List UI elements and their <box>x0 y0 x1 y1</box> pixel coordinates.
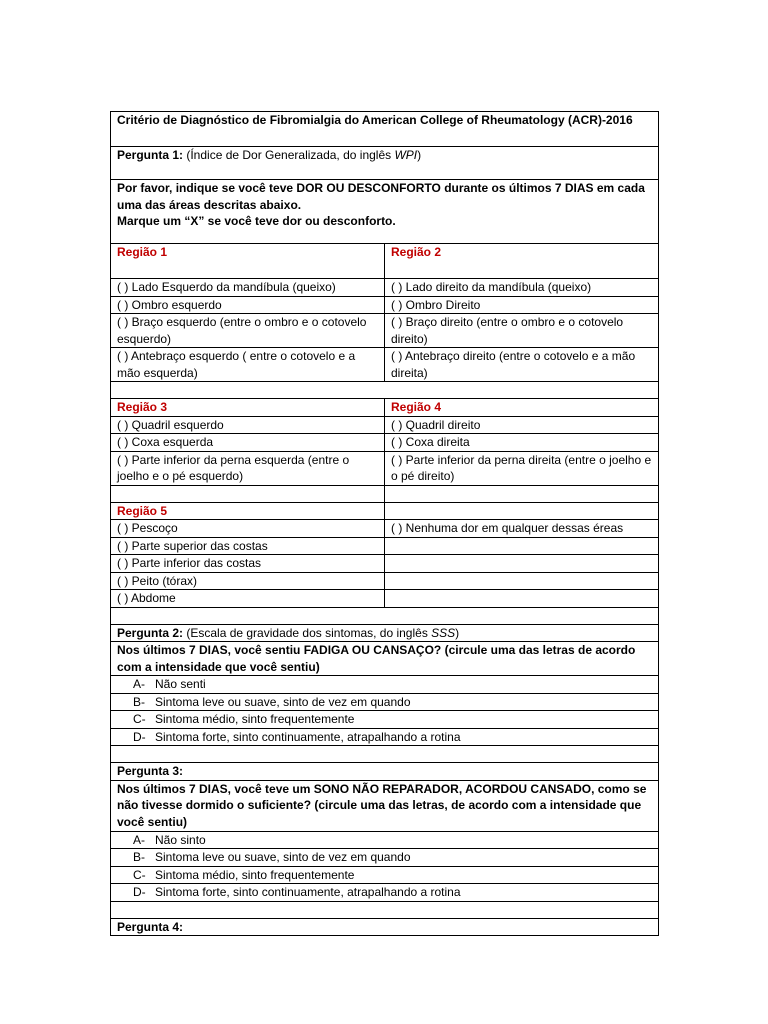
option-letter: B- <box>133 850 145 864</box>
answer-option-b[interactable] <box>111 693 659 711</box>
questionnaire-table <box>110 111 659 936</box>
answer-option-d[interactable] <box>111 728 659 746</box>
body-area-option[interactable]: ( ) Lado direito da mandíbula (queixo) <box>385 279 659 297</box>
body-area-option[interactable]: ( ) Parte inferior da perna direita (entre o joelho e o pé direito) <box>385 451 659 485</box>
body-area-option[interactable]: ( ) Peito (tórax) <box>111 572 385 590</box>
option-text: Não sinto <box>155 832 206 847</box>
question-2-text: Nos últimos 7 DIAS, você sentiu FADIGA OU CANSAÇO? (circule uma das letras de acordo com a intensidade que você sentiu) <box>111 642 659 676</box>
document-title: Critério de Diagnóstico de Fibromialgia do American College of Rheumatology (ACR)-2016 <box>111 112 659 147</box>
question-2-desc: (Escala de gravidade dos sintomas, do inglês <box>183 625 432 640</box>
spacer-row <box>111 382 659 399</box>
question-2-abbr: SSS <box>431 625 456 640</box>
region-2-heading: Região 2 <box>385 244 659 279</box>
instructions <box>111 180 659 244</box>
body-area-option[interactable]: ( ) Abdome <box>111 590 385 608</box>
option-text: Sintoma forte, sinto continuamente, atrapalhando a rotina <box>155 729 461 744</box>
spacer-row <box>111 746 659 763</box>
option-letter: C- <box>133 867 146 882</box>
question-3-text: Nos últimos 7 DIAS, você teve um SONO NÃO REPARADOR, ACORDOU CANSADO, como se não tivesse dormido o suficiente? (circule uma das letras, de acordo com a intensidade que você sentiu) <box>111 780 659 831</box>
empty-cell <box>385 537 659 555</box>
answer-option-c[interactable] <box>111 866 659 884</box>
instruction-line: Por favor, indique se você teve DOR OU DESCONFORTO durante os últimos 7 DIAS em cada uma das áreas descritas abaixo. <box>117 181 645 212</box>
body-area-option[interactable]: ( ) Quadril esquerdo <box>111 416 385 434</box>
body-area-option[interactable]: ( ) Coxa direita <box>385 434 659 452</box>
body-area-option[interactable]: ( ) Coxa esquerda <box>111 434 385 452</box>
answer-option-b[interactable] <box>111 849 659 867</box>
option-text: Sintoma médio, sinto frequentemente <box>155 867 355 882</box>
question-1-desc: (Índice de Dor Generalizada, do inglês <box>183 148 395 162</box>
body-area-option[interactable]: ( ) Antebraço esquerdo ( entre o cotovelo e a mão esquerda) <box>111 348 385 382</box>
question-1-close: ) <box>417 148 422 162</box>
no-pain-option[interactable]: ( ) Nenhuma dor em qualquer dessas éreas <box>385 520 659 538</box>
question-1-label: Pergunta 1: <box>117 148 184 162</box>
question-1-header <box>111 147 659 180</box>
option-text: Sintoma leve ou suave, sinto de vez em quando <box>155 850 411 864</box>
question-1-abbr: WPI <box>394 148 418 162</box>
body-area-option[interactable]: ( ) Ombro Direito <box>385 296 659 314</box>
option-letter: C- <box>133 712 146 726</box>
empty-cell <box>385 572 659 590</box>
body-area-option[interactable]: ( ) Antebraço direito (entre o cotovelo e a mão direita) <box>385 348 659 382</box>
region-3-heading: Região 3 <box>111 399 385 417</box>
option-text: Sintoma leve ou suave, sinto de vez em quando <box>155 694 411 709</box>
spacer-row <box>111 607 659 624</box>
question-4-label: Pergunta 4: <box>111 918 659 936</box>
option-text: Sintoma médio, sinto frequentemente <box>155 712 355 726</box>
body-area-option[interactable]: ( ) Braço esquerdo (entre o ombro e o cotovelo esquerdo) <box>111 314 385 348</box>
option-text: Não senti <box>155 677 206 691</box>
answer-option-c[interactable] <box>111 711 659 729</box>
body-area-option[interactable]: ( ) Parte inferior da perna esquerda (entre o joelho e o pé esquerdo) <box>111 451 385 485</box>
empty-cell <box>385 590 659 608</box>
body-area-option[interactable]: ( ) Lado Esquerdo da mandíbula (queixo) <box>111 279 385 297</box>
option-text: Sintoma forte, sinto continuamente, atrapalhando a rotina <box>155 885 461 899</box>
region-5-heading: Região 5 <box>111 502 385 520</box>
spacer-cell <box>111 485 385 502</box>
answer-option-a[interactable] <box>111 676 659 694</box>
body-area-option[interactable]: ( ) Parte superior das costas <box>111 537 385 555</box>
body-area-option[interactable]: ( ) Ombro esquerdo <box>111 296 385 314</box>
empty-cell <box>385 555 659 573</box>
option-letter: D- <box>133 729 146 744</box>
question-2-label: Pergunta 2: <box>117 625 184 640</box>
answer-option-a[interactable] <box>111 831 659 849</box>
body-area-option[interactable]: ( ) Quadril direito <box>385 416 659 434</box>
question-2-close: ) <box>455 625 460 640</box>
question-2-header <box>111 624 659 642</box>
body-area-option[interactable]: ( ) Braço direito (entre o ombro e o cotovelo direito) <box>385 314 659 348</box>
empty-cell <box>385 502 659 520</box>
option-letter: A- <box>133 832 145 847</box>
body-area-option[interactable]: ( ) Pescoço <box>111 520 385 538</box>
question-3-label: Pergunta 3: <box>111 763 659 781</box>
answer-option-d[interactable] <box>111 884 659 902</box>
option-letter: B- <box>133 694 145 709</box>
region-1-heading: Região 1 <box>111 244 385 279</box>
spacer-cell <box>385 485 659 502</box>
body-area-option[interactable]: ( ) Parte inferior das costas <box>111 555 385 573</box>
region-4-heading: Região 4 <box>385 399 659 417</box>
spacer-row <box>111 901 659 918</box>
instruction-line: Marque um “X” se você teve dor ou desconforto. <box>117 214 396 228</box>
option-letter: D- <box>133 885 146 899</box>
option-letter: A- <box>133 677 145 691</box>
